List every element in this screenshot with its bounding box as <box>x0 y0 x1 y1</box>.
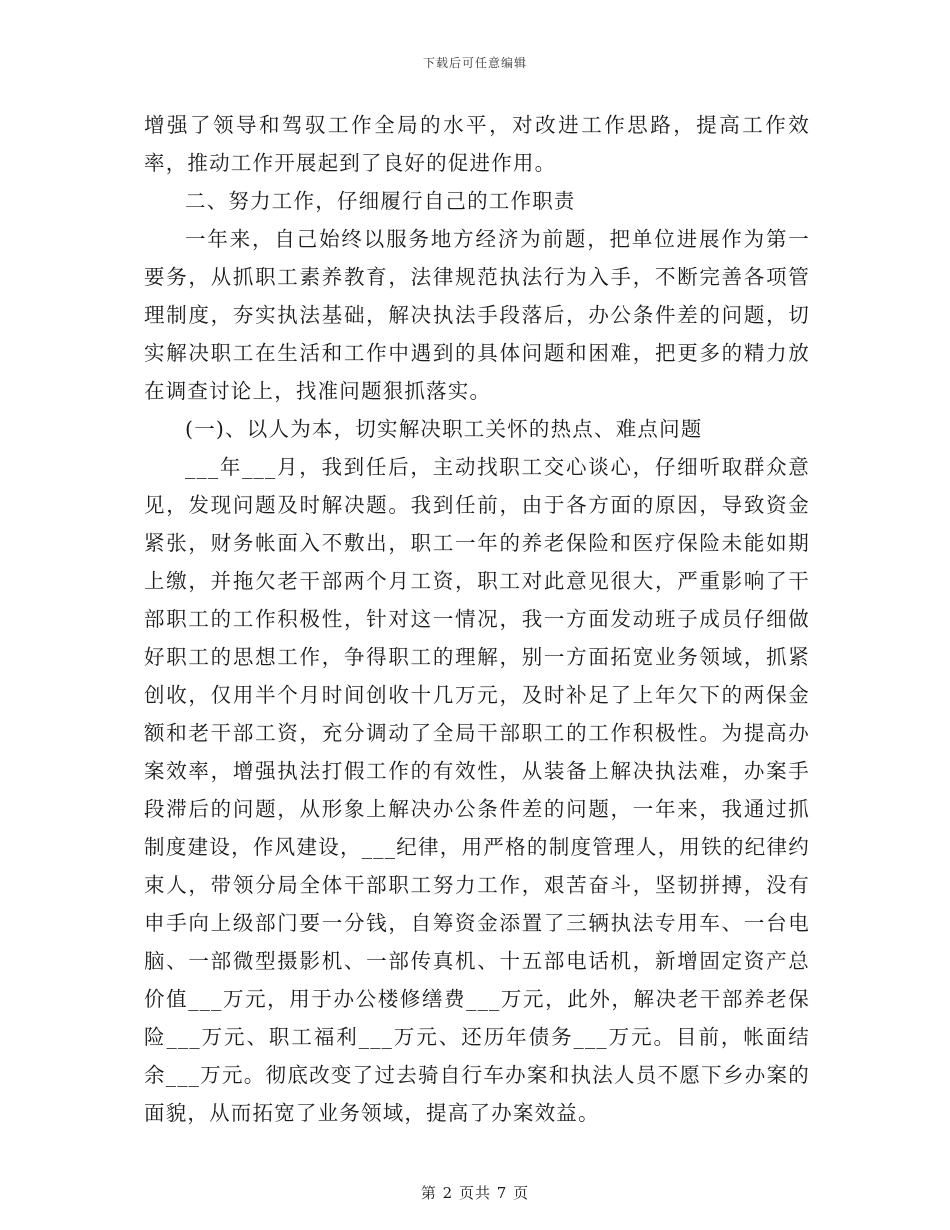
page-header: 下载后可任意编辑 <box>422 56 527 70</box>
paragraph-continuation: 增强了领导和驾驭工作全局的水平，对改进工作思路，提高工作效率，推动工作开展起到了良好的促进作用。 <box>144 113 810 175</box>
section-heading-2: 二、努力工作，仔细履行自己的工作职责 <box>185 189 576 213</box>
paragraph-details: ___年___月，我到任后，主动找职工交心谈心，仔细听取群众意见，发现问题及时解决题。我到任前，由于各方面的原因，导致资金紧张，财务帐面入不敷出，职工一年的养老保险和医疗保险未能如期上缴，并拖欠老干部两个月工资，职工对此意见很大，严重影响了干部职工的工作积极性，针对这一情况，我一方面发动班子成员仔细做好职工的思想工作，争得职工的理解，别一方面拓宽业务领域，抓紧创收，仅用半个月时间创收十几万元，及时补足了上年欠下的两保金额和老干部工资，充分调动了全局干部职工的工作积极性。为提高办案效率，增强执法打假工作的有效性，从装备上解决执法难，办案手段滞后的问题，从形象上解决办公条件差的问题，一年来，我通过抓制度建设，作风建设，___纪律，用严格的制度管理人，用铁的纪律约束人，带领分局全体干部职工努力工作，艰苦奋斗，坚韧拼搏，没有申手向上级部门要一分钱，自筹资金添置了三辆执法专用车、一台电脑、一部微型摄影机、一部传真机、十五部电话机，新增固定资产总价值___万元，用于办公楼修缮费___万元，此外，解决老干部养老保险___万元、职工福利___万元、还历年债务___万元。目前，帐面结余___万元。彻底改变了过去骑自行车办案和执法人员不愿下乡办案的面貌，从而拓宽了业务领域，提高了办案效益。 <box>144 455 810 1125</box>
subsection-heading-1: (一)、以人为本，切实解决职工关怀的热点、难点问题 <box>185 417 703 441</box>
document-body <box>144 106 810 1132</box>
page-number: 第 2 页共 7 页 <box>420 1184 530 1202</box>
paragraph-duties: 一年来，自己始终以服务地方经济为前题，把单位进展作为第一要务，从抓职工素养教育，法律规范执法行为入手，不断完善各项管理制度，夯实执法基础，解决执法手段落后，办公条件差的问题，切实解决职工在生活和工作中遇到的具体问题和困难，把更多的精力放在调查讨论上，找准问题狠抓落实。 <box>144 227 810 403</box>
